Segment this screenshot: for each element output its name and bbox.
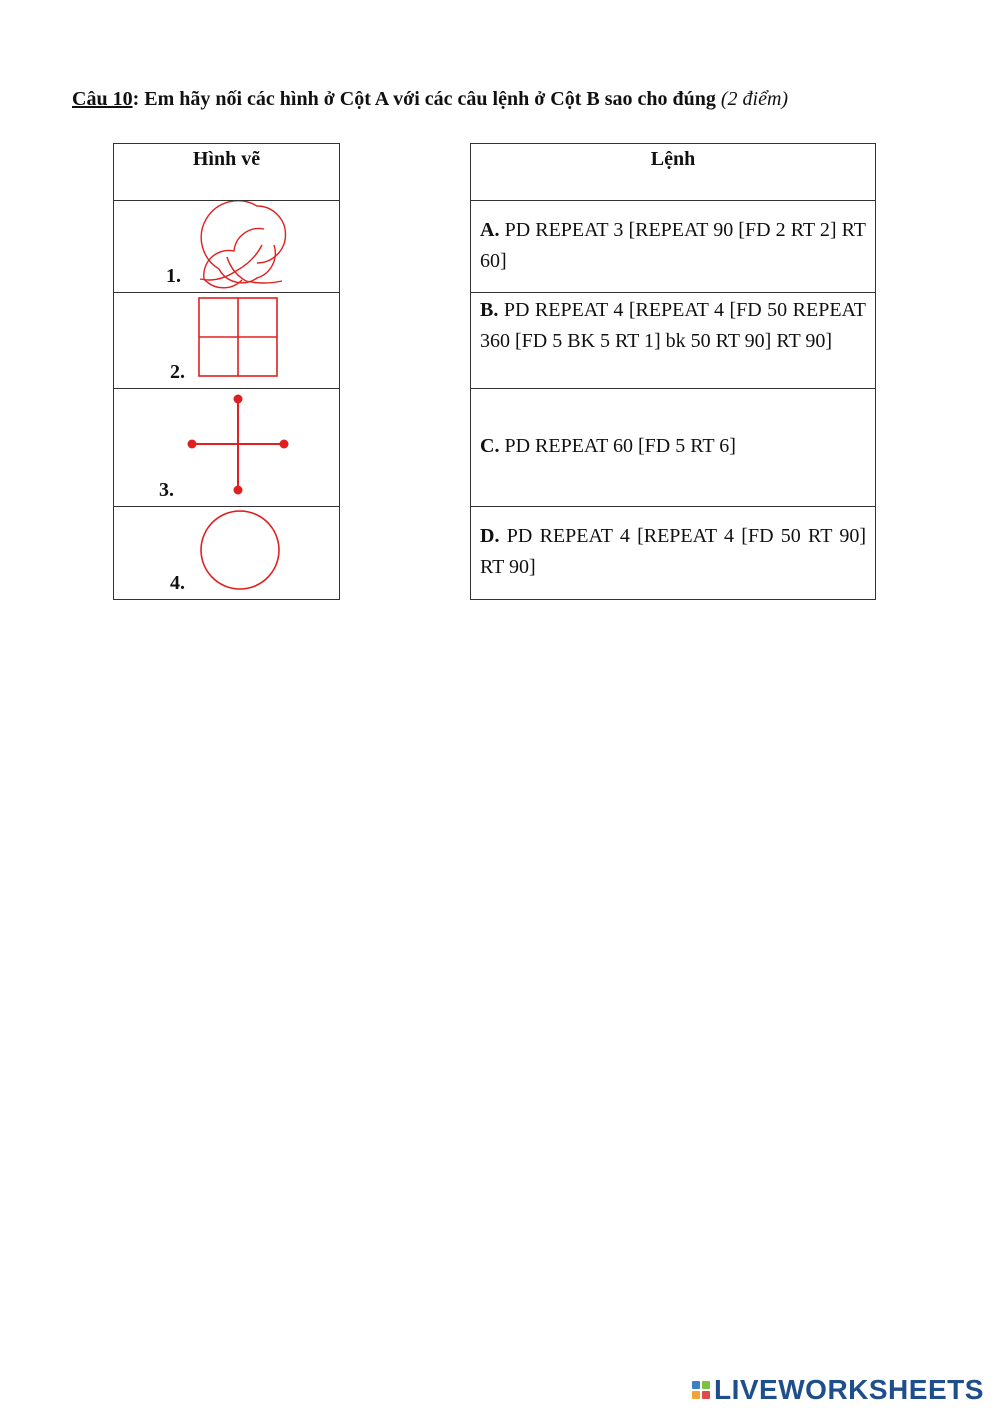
figure-4-cell[interactable] bbox=[114, 507, 340, 600]
figure-4-label: 4. bbox=[170, 572, 185, 594]
command-c-letter: C. bbox=[480, 435, 500, 457]
column-b-table bbox=[470, 143, 876, 600]
column-a-header: Hình vẽ bbox=[114, 144, 340, 201]
circle-icon bbox=[114, 507, 340, 600]
command-d-cell[interactable] bbox=[471, 507, 876, 600]
command-a-text: PD REPEAT 3 [REPEAT 90 [FD 2 RT 2] RT 60] bbox=[480, 219, 866, 272]
command-a-cell[interactable] bbox=[471, 201, 876, 293]
question-points: (2 điểm) bbox=[720, 88, 789, 110]
column-a-table bbox=[113, 143, 340, 600]
question-title bbox=[72, 88, 952, 111]
question-number: Câu 10 bbox=[72, 88, 133, 110]
command-b-letter: B. bbox=[480, 299, 499, 321]
command-a-letter: A. bbox=[480, 219, 500, 241]
command-d-letter: D. bbox=[480, 525, 500, 547]
brand-blocks-icon bbox=[692, 1381, 710, 1399]
figure-2-label: 2. bbox=[170, 361, 185, 383]
command-d-text: PD REPEAT 4 [REPEAT 4 [FD 50 RT 90] RT 90] bbox=[480, 525, 866, 578]
figure-2-cell[interactable] bbox=[114, 293, 340, 389]
command-b-cell[interactable] bbox=[471, 293, 876, 389]
trefoil-knot-icon bbox=[114, 201, 340, 293]
command-b-text: PD REPEAT 4 [REPEAT 4 [FD 50 REPEAT 360 [FD 5 BK 5 RT 1] bk 50 RT 90] RT 90] bbox=[480, 299, 866, 352]
command-c-text: PD REPEAT 60 [FD 5 RT 6] bbox=[499, 435, 736, 457]
command-c-cell[interactable] bbox=[471, 389, 876, 507]
four-squares-grid-icon bbox=[114, 293, 340, 389]
figure-1-cell[interactable] bbox=[114, 201, 340, 293]
brand-name: LIVEWORKSHEETS bbox=[714, 1374, 984, 1405]
figure-1-label: 1. bbox=[166, 265, 181, 287]
figure-3-label: 3. bbox=[159, 479, 174, 501]
column-b-header: Lệnh bbox=[471, 144, 876, 201]
cross-with-dots-icon bbox=[114, 389, 340, 507]
question-text: : Em hãy nối các hình ở Cột A với các câu lệnh ở Cột B sao cho đúng bbox=[132, 88, 721, 110]
figure-3-cell[interactable] bbox=[114, 389, 340, 507]
liveworksheets-logo bbox=[692, 1374, 984, 1406]
